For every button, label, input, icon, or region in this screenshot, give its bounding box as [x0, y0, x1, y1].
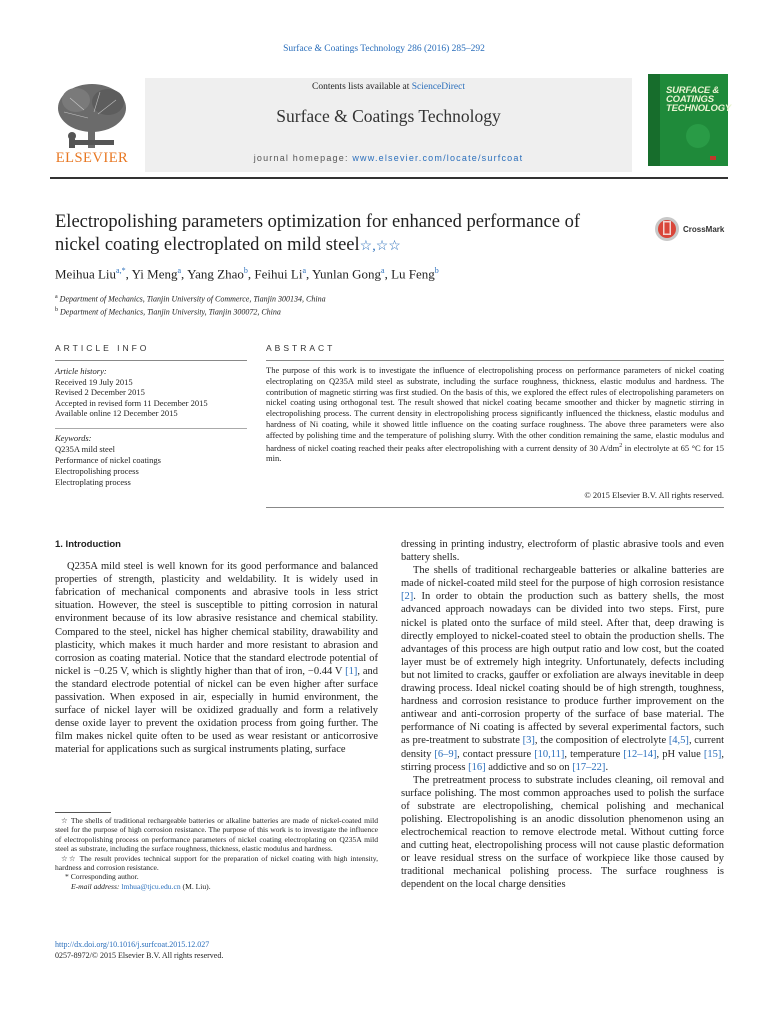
author-affiliation-mark[interactable]: b — [434, 266, 439, 275]
footnote-star-2-text: The result provides technical support for the preparation of nickel coating with high intensity, hardness and corrosion resistance. — [55, 853, 378, 873]
paragraph-text: , stirring process — [401, 748, 724, 773]
doi-block — [55, 940, 378, 961]
crossmark-badge[interactable] — [654, 215, 734, 247]
footnote-star-1 — [55, 816, 378, 854]
email-label: E-mail address: — [71, 881, 120, 891]
paragraph-text: , contact pressure — [457, 748, 535, 760]
author-affiliation-mark[interactable]: a,* — [116, 266, 126, 275]
author-name: Yang Zhao — [187, 266, 244, 282]
keywords-divider — [55, 428, 247, 429]
author-separator: , — [384, 266, 392, 282]
body-column-left — [55, 538, 378, 757]
citation-link[interactable]: [2] — [401, 591, 414, 603]
author-name: Feihui Li — [254, 266, 303, 282]
intro-paragraph-2 — [401, 564, 724, 774]
history-list — [55, 377, 247, 419]
title-line-1: Electropolishing parameters optimization for enhanced performance of — [55, 212, 580, 232]
body-column-right — [401, 538, 724, 892]
history-item: Accepted in revised form 11 December 2015 — [55, 397, 208, 408]
email-link[interactable]: lmhua@tjcu.edu.cn — [121, 881, 181, 891]
author-list — [55, 266, 695, 282]
author-separator: , — [125, 266, 132, 282]
header-divider — [50, 177, 728, 179]
citation-link[interactable]: [6–9] — [434, 748, 458, 760]
paragraph-text: . In order to obtain the production such as battery shells, the most advanced approach nowadays can be divided into two steps. First, pure nickel is plated onto the surface of mild steel. After that, deep drawing is directly employed to nickel-coated steel to obtain the production shells. The advantages of this process are high output ratio and low cost, but the coated layer must be of extremely high integrity. Unfortunately, defects including but not limited to cracks, gauffer or exfoliation are always inevitable in deep drawing process. Ideal nickel coating should be of high strength, toughness, hardness and corrosion resistance to produce further improvement on the antiwear and anti-corrosion property of the surface of base material. The performance of Ni coating is affected by several experimental factors, such as pre-treatment to substrate — [401, 591, 724, 747]
paragraph-text: , the composition of electrolyte — [534, 735, 669, 747]
author-affiliation-mark[interactable]: a — [302, 266, 306, 275]
paragraph-text: , pH value — [656, 748, 704, 760]
footnote-corresponding — [55, 872, 378, 881]
article-history — [55, 366, 247, 419]
citation-link[interactable]: [12–14] — [623, 748, 657, 760]
keywords-block — [55, 433, 247, 488]
footnote-star-2-mark: ☆☆ — [61, 853, 77, 863]
keyword-item: Q235A mild steel — [55, 444, 115, 454]
cover-title: SURFACE & COATINGS TECHNOLOGY — [666, 85, 732, 114]
paragraph-text: , current density — [401, 735, 724, 760]
footnote-divider — [55, 812, 111, 813]
history-item: Received 19 July 2015 — [55, 376, 133, 387]
abstract-heading: ABSTRACT — [266, 343, 336, 353]
cover-artwork-icon — [648, 74, 732, 166]
abstract-body-end: in electrolyte at 65 °C for 15 min. — [266, 442, 725, 464]
author-affiliation-mark[interactable]: a — [381, 266, 385, 275]
citation-link[interactable]: [10,11] — [534, 748, 565, 760]
homepage-prefix: journal homepage: — [253, 153, 353, 163]
footnote-email — [55, 882, 378, 891]
article-info-divider — [55, 360, 247, 361]
footnote-star-1-text: The shells of traditional rechargeable batteries or alkaline batteries are made of nickel-coated mild steel for the purpose of high corrosion resistance. The purpose of this work is to investigate the influence of electropolishing process on performance parameters of nickel coating electroplating on Q235A mild steel as substrate, including the surface roughness, thickness, elastic modulus and hardness. — [55, 816, 378, 854]
publisher-name: ELSEVIER — [55, 150, 129, 166]
elsevier-logo — [50, 78, 134, 170]
author-name: Yunlan Gong — [312, 266, 381, 282]
citation-link[interactable]: [17–22] — [572, 761, 606, 773]
doi-link[interactable]: http://dx.doi.org/10.1016/j.surfcoat.2015.12.027 — [55, 940, 210, 949]
paragraph-text: , and the standard electrode potential of nickel can be even higher after surface passivation. When exposed in air, especially in humid environment, the surface of nickel layer will be oxidized gradually and form a relatively dense oxide layer to prevent the oxidation process from going further. The film makes nickel quite often to be used as wear resistant or anticorrosive material for applications such as surgical instruments plating, surface — [55, 665, 378, 756]
history-title: Article history: — [55, 366, 107, 376]
intro-paragraph-1-continued: dressing in printing industry, electroform of plastic abrasive tools and even battery shells. — [401, 539, 724, 564]
affiliation-text: Department of Mechanics, Tianjin University, Tianjin 300072, China — [58, 307, 281, 317]
issn-line: 0257-8972/© 2015 Elsevier B.V. All rights reserved. — [55, 950, 224, 960]
history-item: Available online 12 December 2015 — [55, 408, 178, 418]
affiliation — [55, 292, 675, 305]
paper-title — [55, 211, 635, 258]
citation-link[interactable]: [4,5] — [668, 735, 689, 747]
email-suffix: (M. Liu). — [180, 881, 211, 891]
author-name: Meihua Liu — [55, 266, 117, 282]
keyword-item: Electroplating process — [55, 477, 131, 487]
journal-name: Surface & Coatings Technology — [276, 106, 501, 126]
contents-prefix: Contents lists available at — [311, 82, 412, 92]
paragraph-text: Q235A mild steel is well known for its good performance and balanced properties of strength, plasticity and weldability. It is widely used in fabrication of mechanical components and abrasive tools in less strict situation. However, the steel is susceptible to pitting corrosion in natural environment because of its low abrasive resistance and chemical stability. Compared to the steel, nickel has higher chemical stability, drawability and plasticity, which makes it much harder and more resistant to abrasion and corrosion as coating material. Notice that the standard electrode potential of nickel is −0.25 V, which is slightly higher than that of iron, −0.44 V — [55, 561, 378, 677]
abstract-bottom-divider — [266, 507, 724, 508]
contents-line — [145, 82, 632, 92]
keyword-item: Electropolishing process — [55, 466, 139, 476]
author-name: Yi Meng — [131, 266, 178, 282]
citation-link[interactable]: [1] — [345, 665, 358, 677]
title-footnote-stars[interactable]: ☆,☆☆ — [359, 239, 401, 254]
affiliation-list — [55, 292, 675, 317]
citation-link[interactable]: [15] — [703, 748, 722, 760]
journal-header-band — [145, 78, 632, 172]
keyword-item: Performance of nickel coatings — [55, 455, 161, 465]
abstract-body: The purpose of this work is to investigate the influence of electropolishing process on performance parameters of nickel coating electroplating on Q235A mild steel as substrate, including the surface roughness, thickness, elastic modulus and hardness. The contribution of magnetic stirring was first studied. On the basis of this, we explored the effect rules of electropolishing parameters on nickel coating using orthogonal test. The result showed that nickel coating became smoother and thicker by magnetic stirring in electropolishing process. The current density in electropolishing process significantly influenced the thickness, elastic modulus and hardness of Ni coating, while it showed little influence on the coating surface roughness. The above three parameters were also affected by polishing time and the temperature of polishing slurry. With the other condition remaining the same, elastic modulus and hardness of nickel coating reached their peaks after electropolishing with a current density of 30 A/dm — [266, 365, 724, 453]
footnote-star-1-mark: ☆ — [61, 816, 69, 825]
paragraph-text: . — [605, 761, 609, 773]
introduction-heading: 1. Introduction — [55, 539, 121, 550]
abstract-divider — [266, 360, 724, 361]
affiliation — [55, 305, 675, 318]
crossmark-icon — [654, 215, 680, 245]
keywords-list — [55, 444, 247, 488]
citation-link[interactable]: [3] — [522, 735, 535, 747]
corresponding-text: Corresponding author. — [70, 872, 139, 882]
keywords-title: Keywords: — [55, 433, 92, 443]
sciencedirect-link[interactable]: ScienceDirect — [411, 82, 465, 92]
affiliation-mark: b — [55, 306, 58, 313]
title-line-2: nickel coating electroplated on mild steel — [55, 235, 360, 255]
citation-link[interactable]: [16] — [468, 761, 486, 773]
abstract-copyright: © 2015 Elsevier B.V. All rights reserved. — [584, 490, 724, 500]
intro-paragraph-1 — [55, 560, 378, 756]
corresponding-mark: * — [65, 872, 69, 882]
abstract-text — [266, 365, 724, 464]
footnotes — [55, 816, 378, 891]
author-separator: , — [306, 266, 313, 282]
affiliation-text: Department of Mechanics, Tianjin University of Commerce, Tianjin 300134, China — [57, 294, 326, 304]
author-affiliation-mark[interactable]: a — [177, 266, 182, 275]
paragraph-text: The shells of traditional rechargeable batteries or alkaline batteries are made of nickel-coated mild steel for the purpose of high corrosion resistance — [401, 565, 724, 590]
author-separator: , — [247, 266, 255, 282]
paragraph-text: , temperature — [564, 748, 624, 760]
homepage-link[interactable]: www.elsevier.com/locate/surfcoat — [352, 153, 524, 163]
affiliation-mark: a — [55, 294, 58, 300]
crossmark-label: CrossMark — [683, 225, 725, 234]
history-item: Revised 2 December 2015 — [55, 387, 145, 397]
author-separator: , — [181, 266, 188, 282]
article-info-heading: ARTICLE INFO — [55, 343, 150, 353]
author-name: Lu Feng — [391, 266, 435, 282]
footnote-star-2 — [55, 854, 378, 873]
journal-reference-link[interactable]: Surface & Coatings Technology 286 (2016) 285–292 — [283, 44, 485, 54]
journal-cover-image[interactable] — [648, 74, 732, 166]
author-affiliation-mark[interactable]: b — [243, 266, 248, 275]
intro-paragraph-3: The pretreatment process to substrate includes cleaning, oil removal and surface polishing. The most common approaches used to polish the surface of substrate are electropolishing, chemical polishing and mechanical polishing. Electropolishing is an anodic dissolution phenomenon using an electrochemical reaction to remove electrode metal. Without cutting force and cutting heat, electropolishing process will not cause plastic deformation or leave residual stress on the surface of workpiece like those caused by traditional mechanical polishing process. The surface roughness is dependent on the local charge densities — [401, 774, 724, 891]
journal-homepage-line — [145, 153, 632, 163]
paragraph-text: addictive and so on — [485, 761, 573, 773]
abstract-superscript: 2 — [619, 442, 623, 449]
